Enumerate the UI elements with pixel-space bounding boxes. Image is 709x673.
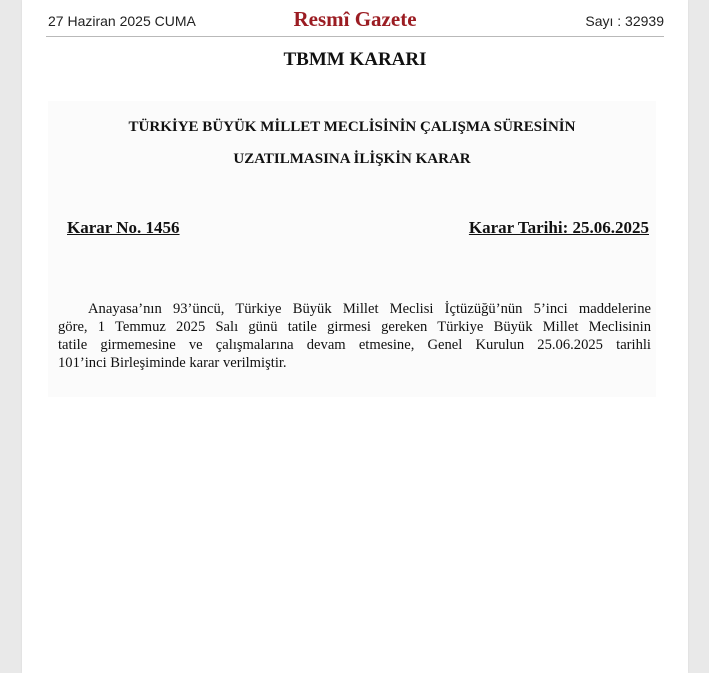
issue-date: 27 Haziran 2025 CUMA xyxy=(48,13,196,29)
gazette-page xyxy=(22,0,688,673)
decision-title-line-2: UZATILMASINA İLİŞKİN KARAR xyxy=(233,151,471,167)
body-line: tatile girmemesine ve çalışmalarına devam etmesine, Genel Kurulun 25.06.2025 tarihli xyxy=(58,337,651,353)
body-line: göre, 1 Temmuz 2025 Salı günü tatile girmesi gereken Türkiye Büyük Millet Meclisinin xyxy=(58,319,651,335)
gazette-header xyxy=(46,6,664,37)
document-type-heading: TBMM KARARI xyxy=(283,49,427,70)
body-line: Anayasa’nın 93’üncü, Türkiye Büyük Millet Meclisi İçtüzüğü’nün 5’inci maddelerine xyxy=(88,301,651,317)
issue-number: Sayı : 32939 xyxy=(585,13,664,29)
body-line: 101’inci Birleşiminde karar verilmiştir. xyxy=(58,355,287,371)
decision-date: Karar Tarihi: 25.06.2025 xyxy=(468,218,649,237)
gazette-title: Resmî Gazete xyxy=(293,7,417,31)
decision-content xyxy=(48,101,656,397)
decision-body xyxy=(58,300,651,372)
decision-title-line-1: TÜRKİYE BÜYÜK MİLLET MECLİSİNİN ÇALIŞMA SÜRESİNİN xyxy=(128,119,576,135)
decision-number: Karar No. 1456 xyxy=(67,218,180,237)
